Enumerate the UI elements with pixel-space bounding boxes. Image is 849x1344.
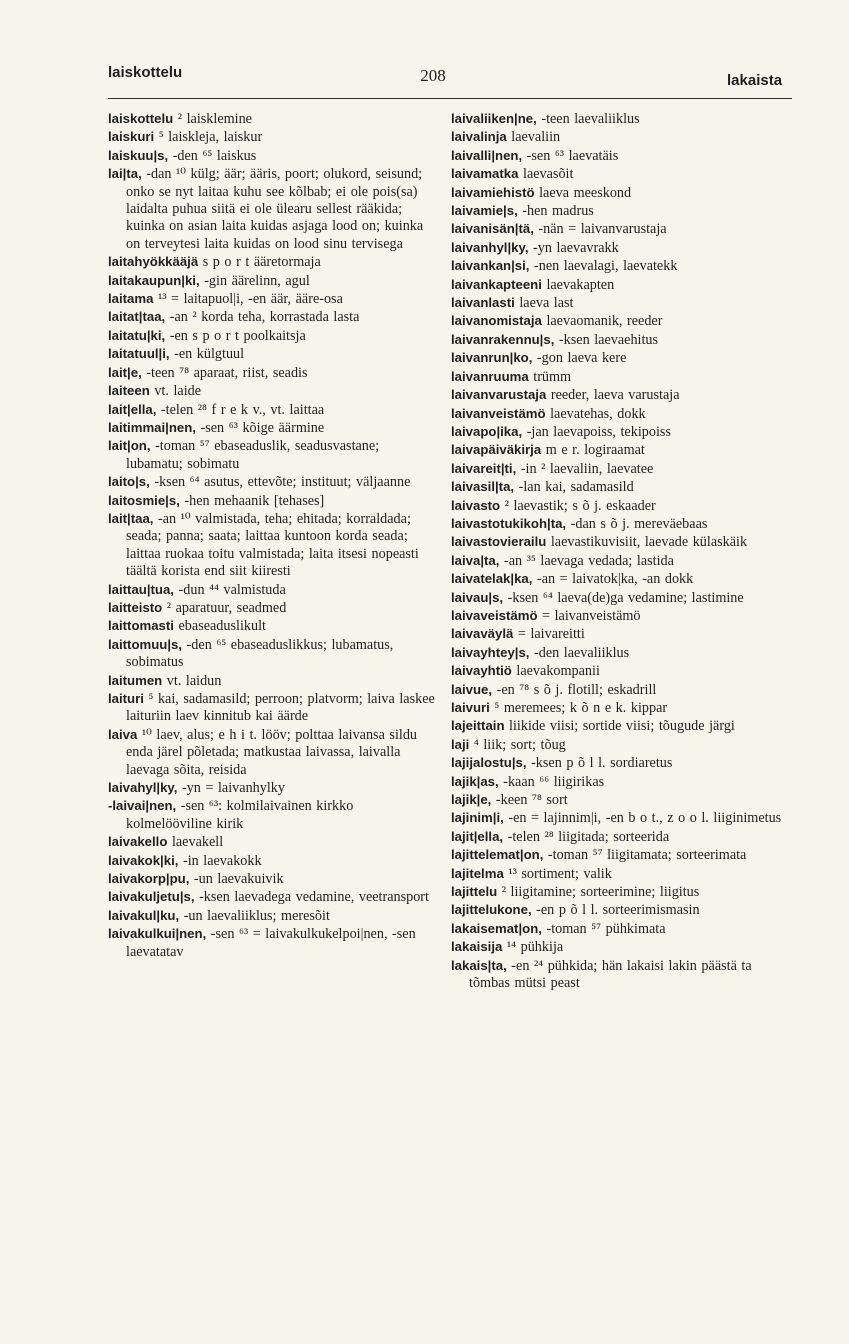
- entry-definition: -en ²⁴ pühkida; hän lakaisi lakin päästä ta tõmbas mütsi peast: [469, 957, 752, 992]
- header-first-word: laiskottelu: [108, 64, 183, 81]
- dictionary-entry: [451, 515, 793, 533]
- entry-headword: laituri: [108, 691, 144, 706]
- entry-headword: laivankan|si,: [451, 258, 530, 274]
- entry-headword: laiskottelu: [108, 111, 174, 126]
- entry-definition: -gon laeva kere: [532, 350, 627, 367]
- left-column: [108, 110, 438, 961]
- dictionary-entry: [451, 110, 793, 128]
- entry-definition: = laivareitti: [513, 626, 585, 643]
- dictionary-entry: [451, 717, 793, 735]
- entry-definition: -sen ⁶³ kõige äärmine: [195, 419, 325, 436]
- entry-headword: lakaisemat|on,: [451, 920, 542, 936]
- entry-headword: lait|on,: [108, 438, 151, 454]
- entry-headword: lajit|ella,: [451, 828, 504, 844]
- dictionary-entry: [451, 699, 793, 717]
- dictionary-entry: [108, 690, 438, 726]
- entry-definition: -dun ⁴⁴ valmistuda: [173, 581, 286, 598]
- entry-headword: laivanvarustaja: [451, 387, 547, 403]
- entry-headword: laivatelak|ka,: [451, 571, 533, 587]
- dictionary-entry: [108, 165, 438, 253]
- entry-headword: lajik|e,: [451, 792, 492, 808]
- entry-headword: laivakello: [108, 834, 168, 850]
- dictionary-entry: [108, 401, 438, 419]
- header-last-word: lakaista: [727, 72, 783, 89]
- dictionary-entry: [451, 644, 793, 662]
- dictionary-entry: [108, 870, 438, 888]
- entry-definition: -ksen ⁶⁴ asutus, ettevõte; instituut; väljaanne: [149, 474, 411, 491]
- entry-headword: laivaliiken|ne,: [451, 111, 537, 126]
- dictionary-entry: [451, 754, 793, 772]
- dictionary-entry: [108, 419, 438, 437]
- dictionary-entry: [108, 726, 438, 779]
- entry-headword: laitosmie|s,: [108, 492, 180, 508]
- entry-definition: -telen ²⁸ f r e k v., vt. laittaa: [156, 401, 325, 418]
- entry-definition: -sen ⁶³ laevatäis: [522, 147, 619, 164]
- entry-headword: laitatu|ki,: [108, 327, 166, 343]
- entry-headword: lajittelu: [451, 884, 498, 900]
- entry-definition: laeva meeskond: [534, 184, 632, 201]
- dictionary-entry: [451, 681, 793, 699]
- dictionary-entry: [451, 773, 793, 791]
- dictionary-entry: [108, 128, 438, 146]
- dictionary-entry: [108, 833, 438, 851]
- entry-definition: ⁵ kai, sadamasild; perroon; platvorm; laiva laskee laituriin laev kinnitub kai äärde: [126, 691, 435, 725]
- entry-headword: laivanomistaja: [451, 313, 542, 329]
- entry-definition: laevakapten: [541, 276, 615, 293]
- entry-headword: laivaveistämö: [451, 607, 538, 623]
- entry-definition: -an ³⁵ laevaga vedada; lastida: [499, 552, 674, 569]
- entry-headword: laivuri: [451, 700, 490, 715]
- entry-definition: vt. laide: [149, 383, 202, 400]
- entry-definition: -ksen laevadega vedamine, veetransport: [194, 889, 429, 906]
- entry-headword: lajik|as,: [451, 773, 499, 789]
- entry-headword: lajittelemat|on,: [451, 847, 544, 863]
- entry-headword: lakais|ta,: [451, 957, 507, 973]
- dictionary-entry: [451, 147, 793, 165]
- entry-definition: -toman ⁵⁷ pühkimata: [541, 920, 666, 937]
- entry-definition: -den laevaliiklus: [529, 644, 630, 661]
- dictionary-entry: [108, 888, 438, 906]
- right-column: [451, 110, 793, 993]
- entry-definition: s p o r t ääretormaja: [198, 254, 321, 271]
- entry-definition: -den ⁶⁵ ebaseaduslikkus; lubamatus, sobimatus: [126, 636, 394, 671]
- dictionary-entry: [108, 272, 438, 290]
- entry-headword: laitat|taa,: [108, 309, 166, 325]
- entry-definition: -kaan ⁶⁶ liigirikas: [498, 773, 605, 790]
- dictionary-entry: [108, 253, 438, 271]
- entry-definition: ² aparatuur, seadmed: [162, 599, 287, 616]
- entry-headword: laittau|tua,: [108, 581, 174, 597]
- entry-headword: laivalli|nen,: [451, 147, 523, 163]
- dictionary-entry: [108, 327, 438, 345]
- entry-headword: laivamie|s,: [451, 203, 518, 219]
- dictionary-entry: [451, 276, 793, 294]
- entry-definition: -en ⁷⁸ s õ j. flotill; eskadrill: [492, 681, 657, 698]
- entry-definition: laevaliin: [506, 129, 561, 146]
- entry-headword: lakaisija: [451, 939, 503, 955]
- entry-headword: laivasto: [451, 497, 501, 513]
- entry-headword: laiskuri: [108, 129, 155, 145]
- entry-definition: -an ¹⁰ valmistada, teha; ehitada; korraldada; seada; panna; saata; laittaa kuntoon korda seada; laittaa ruokaa toitu valmistada; laita itsesi nopeasti täältä korista end siit kiiresti: [126, 510, 419, 580]
- entry-definition: laevastikuvisiit, laevade külaskäik: [546, 534, 748, 551]
- dictionary-entry: [451, 386, 793, 404]
- entry-definition: -un laevakuivik: [189, 871, 284, 888]
- entry-headword: laiva|ta,: [451, 552, 500, 568]
- dictionary-entry: [451, 846, 793, 864]
- dictionary-entry: [108, 147, 438, 165]
- dictionary-entry: [108, 925, 438, 961]
- entry-definition: -yn laevavrakk: [528, 239, 619, 256]
- entry-headword: laji: [451, 736, 470, 752]
- entry-headword: laivamiehistö: [451, 184, 535, 200]
- dictionary-entry: [451, 791, 793, 809]
- dictionary-entry: [108, 345, 438, 363]
- dictionary-entry: [108, 779, 438, 797]
- dictionary-entry: [451, 828, 793, 846]
- entry-definition: ⁴ liik; sort; tõug: [469, 736, 566, 753]
- entry-headword: laitteisto: [108, 599, 163, 615]
- entry-definition: -in laevakokk: [178, 852, 262, 869]
- dictionary-entry: [451, 441, 793, 459]
- entry-headword: lai|ta,: [108, 166, 142, 182]
- entry-definition: ² laisklemine: [173, 111, 252, 127]
- dictionary-entry: [451, 294, 793, 312]
- entry-definition: -den ⁶⁵ laiskus: [168, 147, 257, 164]
- entry-headword: laivakorp|pu,: [108, 871, 190, 887]
- entry-definition: liikide viisi; sortide viisi; tõugude järgi: [504, 718, 735, 735]
- entry-definition: -telen ²⁸ liigitada; sorteerida: [503, 828, 670, 845]
- entry-definition: ¹⁰ laev, alus; e h i t. lööv; polttaa laivansa sildu enda järel põletada; matkustaa laivassa, laivalla laevaga sõita, reisida: [126, 726, 418, 778]
- dictionary-entry: [451, 128, 793, 146]
- entry-definition: ² laevastik; s õ j. eskaader: [500, 497, 656, 514]
- dictionary-entry: [451, 202, 793, 220]
- entry-headword: laivanrun|ko,: [451, 350, 533, 366]
- entry-headword: laitama: [108, 291, 154, 307]
- entry-definition: -ksen p õ l l. sordiaretus: [526, 755, 673, 772]
- header-rule: [108, 98, 792, 99]
- entry-headword: laitatuul|i,: [108, 346, 170, 362]
- entry-headword: laivahyl|ky,: [108, 780, 178, 796]
- entry-headword: laivue,: [451, 681, 493, 697]
- dictionary-entry: [108, 672, 438, 690]
- entry-headword: laivanlasti: [451, 295, 515, 311]
- entry-definition: laevakell: [167, 834, 224, 851]
- entry-headword: laitumen: [108, 672, 163, 688]
- dictionary-entry: [108, 437, 438, 473]
- entry-headword: lajinim|i,: [451, 810, 504, 826]
- entry-headword: laiteen: [108, 383, 150, 399]
- dictionary-entry: [451, 533, 793, 551]
- entry-definition: -dan s õ j. mereväebaas: [566, 515, 708, 532]
- entry-definition: laevakompanii: [511, 663, 600, 680]
- dictionary-entry: [108, 852, 438, 870]
- dictionary-entry: [451, 349, 793, 367]
- entry-definition: -in ² laevaliin, laevatee: [516, 460, 654, 477]
- dictionary-entry: [108, 581, 438, 599]
- dictionary-entry: [451, 368, 793, 386]
- entry-headword: laivareit|ti,: [451, 460, 517, 476]
- dictionary-entry: [108, 308, 438, 326]
- entry-definition: -en p õ l l. sorteerimismasin: [531, 902, 700, 919]
- entry-definition: -hen madrus: [517, 203, 594, 220]
- entry-headword: laitakaupun|ki,: [108, 272, 200, 288]
- entry-definition: -sen ⁶³: kolmilaivainen kirkko kolmelööviline kirik: [126, 798, 354, 832]
- entry-definition: -teen laevaliiklus: [536, 111, 640, 127]
- entry-headword: laitahyökkääjä: [108, 254, 199, 270]
- entry-definition: -en külgtuul: [169, 346, 245, 363]
- entry-headword: laivapäiväkirja: [451, 442, 542, 458]
- entry-definition: -keen ⁷⁸ sort: [491, 792, 568, 809]
- entry-definition: -lan kai, sadamasild: [514, 479, 634, 496]
- dictionary-entry: [451, 736, 793, 754]
- entry-headword: laivamatka: [451, 166, 519, 182]
- entry-definition: -ksen laevaehitus: [554, 331, 659, 348]
- dictionary-entry: [451, 220, 793, 238]
- entry-definition: reeder, laeva varustaja: [546, 387, 680, 404]
- entry-headword: laivanisän|tä,: [451, 221, 534, 237]
- entry-headword: lait|ella,: [108, 401, 157, 417]
- entry-definition: ¹⁴ pühkija: [502, 939, 564, 956]
- dictionary-entry: [451, 901, 793, 919]
- dictionary-entry: [108, 797, 438, 833]
- entry-headword: laivasil|ta,: [451, 479, 515, 495]
- entry-definition: -toman ⁵⁷ liigitamata; sorteerimata: [543, 847, 747, 864]
- dictionary-entry: [108, 617, 438, 635]
- entry-definition: -yn = laivanhylky: [177, 780, 285, 797]
- entry-headword: laivanruuma: [451, 368, 529, 384]
- dictionary-entry: [451, 570, 793, 588]
- dictionary-entry: [108, 599, 438, 617]
- dictionary-entry: [108, 636, 438, 672]
- dictionary-entry: [108, 492, 438, 510]
- dictionary-entry: [451, 331, 793, 349]
- entry-definition: -un laevaliiklus; meresõit: [179, 907, 330, 924]
- entry-headword: laivakok|ki,: [108, 852, 179, 868]
- entry-definition: ⁵ laiskleja, laiskur: [154, 129, 263, 146]
- entry-definition: -ksen ⁶⁴ laeva(de)ga vedamine; lastimine: [503, 589, 744, 606]
- dictionary-entry: [451, 497, 793, 515]
- entry-definition: ebaseaduslikult: [173, 618, 266, 635]
- entry-headword: laivalinja: [451, 129, 507, 145]
- entry-headword: lajitelma: [451, 865, 504, 881]
- entry-headword: laivanhyl|ky,: [451, 239, 529, 255]
- dictionary-entry: [108, 110, 438, 128]
- entry-headword: laivakulkui|nen,: [108, 926, 207, 942]
- dictionary-entry: [451, 957, 793, 993]
- entry-headword: laiskuu|s,: [108, 147, 169, 163]
- entry-headword: laivau|s,: [451, 589, 504, 605]
- entry-definition: laevasõit: [518, 166, 574, 183]
- entry-headword: lajittelukone,: [451, 902, 532, 918]
- dictionary-entry: [451, 938, 793, 956]
- entry-headword: laiva: [108, 726, 138, 742]
- entry-headword: laivanrakennu|s,: [451, 331, 555, 347]
- entry-headword: -laivai|nen,: [108, 798, 177, 814]
- entry-definition: -an = laivatok|ka, -an dokk: [532, 571, 694, 588]
- entry-headword: laivastotukikoh|ta,: [451, 515, 567, 531]
- entry-headword: laivaväylä: [451, 626, 514, 642]
- entry-definition: m e r. logiraamat: [541, 442, 645, 459]
- entry-definition: ¹³ sortiment; valik: [503, 865, 612, 882]
- entry-definition: ⁵ meremees; k õ n e k. kippar: [489, 700, 668, 716]
- entry-headword: laivapo|ika,: [451, 423, 523, 439]
- entry-definition: -an ² korda teha, korrastada lasta: [165, 309, 360, 326]
- entry-definition: -jan laevapoiss, tekipoiss: [522, 423, 671, 440]
- entry-headword: laitimmai|nen,: [108, 419, 196, 435]
- dictionary-entry: [451, 607, 793, 625]
- dictionary-entry: [451, 460, 793, 478]
- dictionary-entry: [451, 883, 793, 901]
- dictionary-entry: [108, 290, 438, 308]
- dictionary-entry: [451, 165, 793, 183]
- entry-headword: laivayhtey|s,: [451, 644, 530, 660]
- entry-definition: ² liigitamine; sorteerimine; liigitus: [497, 884, 700, 901]
- entry-definition: -en = lajinnim|i, -en b o t., z o o l. liiginimetus: [503, 810, 782, 827]
- entry-headword: laivayhtiö: [451, 663, 512, 679]
- entry-headword: laittomasti: [108, 618, 174, 634]
- dictionary-entry: [108, 473, 438, 491]
- entry-definition: trümm: [528, 368, 572, 385]
- entry-definition: -hen mehaanik [tehases]: [179, 492, 325, 509]
- entry-definition: -gin äärelinn, agul: [199, 272, 310, 289]
- entry-definition: -toman ⁵⁷ ebaseaduslik, seadusvastane; lubamatu; sobimatu: [126, 438, 380, 472]
- entry-headword: laivanveistämö: [451, 405, 546, 421]
- dictionary-entry: [451, 865, 793, 883]
- dictionary-entry: [451, 552, 793, 570]
- entry-headword: lajijalostu|s,: [451, 755, 527, 771]
- entry-definition: -dan ¹⁰ külg; äär; ääris, poort; olukord, seisund; onko se nyt laitaa kuhu see kõlbab; ei ole pois(sa) laidalta puhua siitä ei ole ülearu sellest rääkida; kuinka on asian laita kuidas asjaga lood on; kuinka on terveytesi laita kuidas on lood sinu tervisega: [126, 166, 424, 252]
- dictionary-entry: [451, 423, 793, 441]
- dictionary-entry: [108, 907, 438, 925]
- entry-definition: laeva last: [514, 295, 574, 312]
- entry-headword: laivakuljetu|s,: [108, 889, 195, 905]
- dictionary-entry: [108, 382, 438, 400]
- entry-definition: ¹³ = laitapuol|i, -en äär, ääre-osa: [153, 291, 343, 308]
- dictionary-entry: [108, 510, 438, 581]
- entry-headword: lajeittain: [451, 718, 505, 734]
- dictionary-entry: [451, 625, 793, 643]
- entry-headword: lait|taa,: [108, 510, 154, 526]
- entry-headword: lait|e,: [108, 364, 142, 380]
- dictionary-entry: [451, 184, 793, 202]
- dictionary-entry: [451, 257, 793, 275]
- entry-definition: = laivanveistämö: [537, 607, 641, 624]
- entry-definition: vt. laidun: [162, 672, 222, 689]
- dictionary-entry: [108, 364, 438, 382]
- dictionary-entry: [451, 589, 793, 607]
- entry-definition: -nän = laivanvarustaja: [533, 221, 667, 238]
- entry-headword: laito|s,: [108, 474, 150, 490]
- dictionary-entry: [451, 920, 793, 938]
- dictionary-entry: [451, 478, 793, 496]
- dictionary-entry: [451, 809, 793, 827]
- dictionary-entry: [451, 662, 793, 680]
- entry-definition: -nen laevalagi, laevatekk: [529, 258, 678, 275]
- entry-headword: laittomuu|s,: [108, 636, 183, 652]
- dictionary-entry: [451, 405, 793, 423]
- dictionary-entry: [451, 312, 793, 330]
- page-number: 208: [420, 66, 446, 85]
- entry-definition: -sen ⁶³ = laivakulkukelpoi|nen, -sen laevatatav: [126, 926, 416, 960]
- dictionary-entry: [451, 239, 793, 257]
- entry-definition: -en s p o r t poolkaitsja: [165, 327, 306, 344]
- entry-definition: -teen ⁷⁸ aparaat, riist, seadis: [141, 364, 308, 381]
- entry-definition: laevaomanik, reeder: [541, 313, 663, 330]
- entry-headword: laivakul|ku,: [108, 907, 180, 923]
- entry-headword: laivankapteeni: [451, 276, 542, 292]
- entry-headword: laivastovierailu: [451, 534, 547, 550]
- entry-definition: laevatehas, dokk: [545, 405, 646, 422]
